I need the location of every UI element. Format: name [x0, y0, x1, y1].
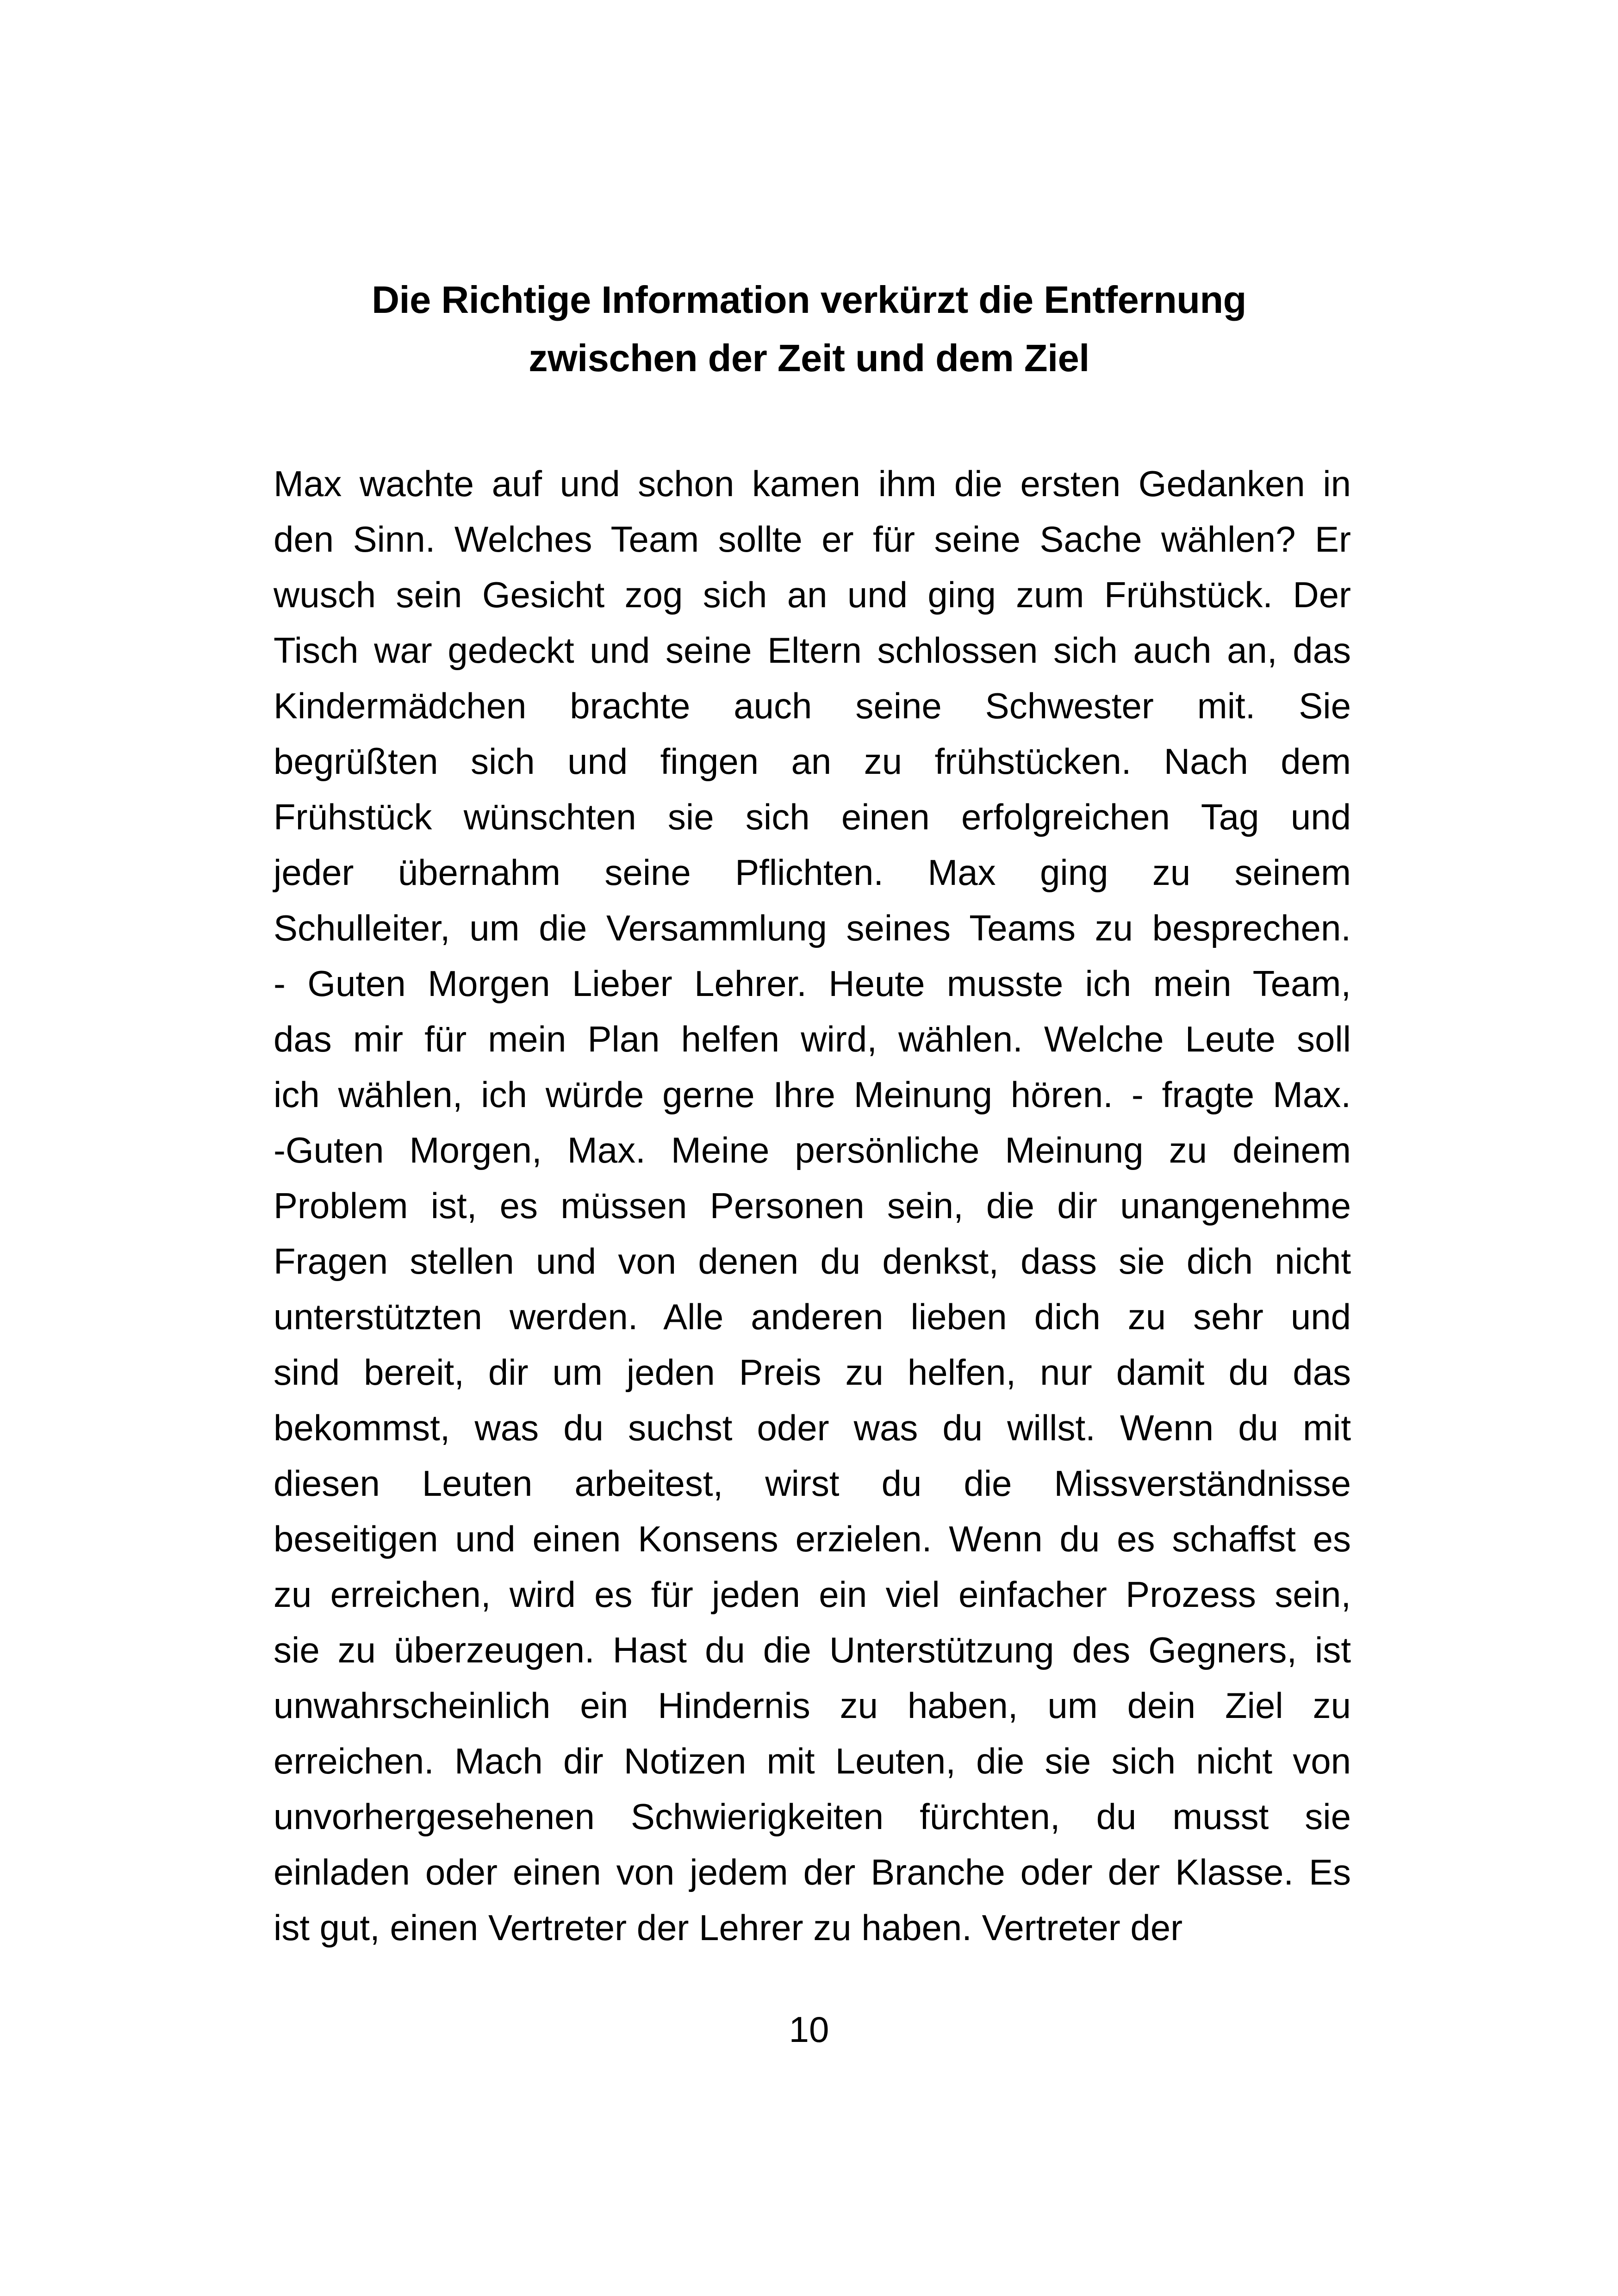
text-line: sind bereit, dir um jeden Preis zu helfen, nur damit du das	[274, 1352, 1351, 1393]
text-line: Problem ist, es müssen Personen sein, die dir unangenehme	[274, 1185, 1351, 1226]
chapter-title	[278, 271, 1340, 387]
page-number: 10	[789, 2009, 829, 2050]
text-line: Frühstück wünschten sie sich einen erfolgreichen Tag und	[274, 796, 1351, 837]
text-line: diesen Leuten arbeitest, wirst du die Missverständnisse	[274, 1463, 1351, 1504]
text-line: den Sinn. Welches Team sollte er für seine Sache wählen? Er	[274, 519, 1351, 560]
text-line: beseitigen und einen Konsens erzielen. Wenn du es schaffst es	[274, 1518, 1351, 1559]
text-line: erreichen. Mach dir Notizen mit Leuten, die sie sich nicht von	[274, 1741, 1351, 1781]
text-line: jeder übernahm seine Pflichten. Max ging zu seinem	[274, 852, 1351, 893]
text-line: ist gut, einen Vertreter der Lehrer zu haben. Vertreter der	[274, 1907, 1183, 1948]
text-line: das mir für mein Plan helfen wird, wählen. Welche Leute soll	[274, 1019, 1351, 1059]
chapter-title-line: Die Richtige Information verkürzt die Entfernung	[372, 278, 1246, 321]
text-line: - Guten Morgen Lieber Lehrer. Heute musste ich mein Team,	[274, 963, 1351, 1004]
text-line: sie zu überzeugen. Hast du die Unterstützung des Gegners, ist	[274, 1630, 1351, 1670]
text-line: unvorhergesehenen Schwierigkeiten fürchten, du musst sie	[274, 1796, 1351, 1837]
chapter-title-line: zwischen der Zeit und dem Ziel	[529, 336, 1089, 380]
text-line: einladen oder einen von jedem der Branche oder der Klasse. Es	[274, 1852, 1351, 1892]
text-line: zu erreichen, wird es für jeden ein viel einfacher Prozess sein,	[274, 1574, 1351, 1615]
text-line: Schulleiter, um die Versammlung seines Teams zu besprechen.	[274, 908, 1351, 948]
text-line: bekommst, was du suchst oder was du willst. Wenn du mit	[274, 1407, 1351, 1448]
text-line: ich wählen, ich würde gerne Ihre Meinung hören. - fragte Max.	[274, 1074, 1351, 1115]
text-line: begrüßten sich und fingen an zu frühstücken. Nach dem	[274, 741, 1351, 782]
text-line: Kindermädchen brachte auch seine Schwester mit. Sie	[274, 685, 1351, 726]
text-line: Fragen stellen und von denen du denkst, dass sie dich nicht	[274, 1241, 1351, 1282]
body-text	[274, 456, 1351, 1955]
text-line: unwahrscheinlich ein Hindernis zu haben, um dein Ziel zu	[274, 1685, 1351, 1726]
text-line: Max wachte auf und schon kamen ihm die ersten Gedanken in	[274, 463, 1351, 504]
text-line: unterstützten werden. Alle anderen lieben dich zu sehr und	[274, 1296, 1351, 1337]
text-line: -Guten Morgen, Max. Meine persönliche Meinung zu deinem	[274, 1130, 1351, 1170]
text-line: Tisch war gedeckt und seine Eltern schlossen sich auch an, das	[274, 630, 1351, 671]
text-line: wusch sein Gesicht zog sich an und ging zum Frühstück. Der	[274, 574, 1351, 615]
